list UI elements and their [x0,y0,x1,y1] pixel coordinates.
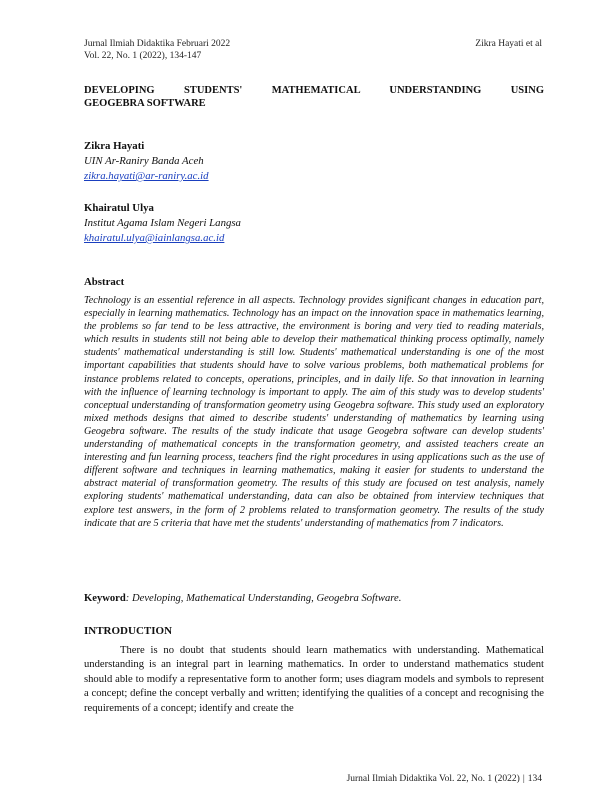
page-footer [347,774,542,784]
journal-line: Jurnal Ilmiah Didaktika Februari 2022 [84,39,231,49]
introduction-heading: INTRODUCTION [84,625,173,637]
page-number: 134 [527,774,542,784]
author-affiliation: Institut Agama Islam Negeri Langsa [84,217,241,229]
keywords-label: Keyword [84,593,126,604]
abstract-text: Technology is an essential reference in all aspects. Technology provides significant changes in education part, especially in learning mathematics. Technology has an impact on the innovation space in mathematics learning, the problems so far tend to be less attractive, the environment is boring and very tied to reading materials, which results in students still not being able to develop their mathematical thinking process optimally, namely students' mathematical understanding is still low. Students' mathematical understanding is one of the most important capabilities that students should have to solve various problems, both mathematical problems for instance problems related to concepts, operations, principles, and in daily life. So that innovation in learning with the influence of learning technology is important to apply. The aim of this study was to develop students' conceptual understanding of transformation geometry using Geogebra software. This study used an exploratory mixed methods designs that aimed to describe students' understanding of mathematics by learning using Geogebra software. The results of the study indicate that usage Geogebra software can develop students' understanding of mathematical concepts in the transformation geometry, and assisted teachers create an interesting and fun learning process, teachers find the right procedures in using applications such as the use of different software and techniques in learning mathematics, making it easier for students to understand the abstract material of transformation geometry. The results of this study are focused on test analysis, namely exploring students' mathematical understanding, data can also be obtained from interview techniques that explore test answers, in the form of 2 problems related to transformation geometry. The results of the study indicate that are 5 criteria that have met the students' understanding of mathematics from 7 indicators. [84,295,544,529]
author-block [84,201,241,246]
abstract-heading: Abstract [84,276,125,288]
volume-line: Vol. 22, No. 1 (2022), 134-147 [84,51,202,61]
author-affiliation: UIN Ar-Raniry Banda Aceh [84,155,204,167]
introduction-text: There is no doubt that students should learn mathematics with understanding. Mathematical understanding is an integral part in learning mathematics. In order to understand mathematics student should able to modify a representative form to another form; uses diagram models and symbols to represent a concept; define the concept verbally and written; identifying the qualities of a concept and recognising the requirements of a concept; identify and create the [84,645,544,714]
author-block [84,139,209,184]
author-name: Khairatul Ulya [84,202,154,214]
running-header [84,38,230,62]
footer-separator: | [522,774,525,784]
paper-title [84,84,544,110]
keywords [84,593,544,604]
keywords-colon: : [125,593,130,604]
footer-journal: Jurnal Ilmiah Didaktika Vol. 22, No. 1 (2022) [346,774,520,784]
author-email-link[interactable]: khairatul.ulya@iainlangsa.ac.id [84,232,225,244]
author-name: Zikra Hayati [84,140,145,152]
author-email-link[interactable]: zikra.hayati@ar-raniry.ac.id [84,170,209,182]
running-author: Zikra Hayati et al [475,39,542,49]
title-line-1: DEVELOPING STUDENTS' MATHEMATICAL UNDERSTANDING USING [84,85,544,96]
keywords-text: Developing, Mathematical Understanding, Geogebra Software. [131,593,402,604]
title-line-2: GEOGEBRA SOFTWARE [84,98,206,109]
